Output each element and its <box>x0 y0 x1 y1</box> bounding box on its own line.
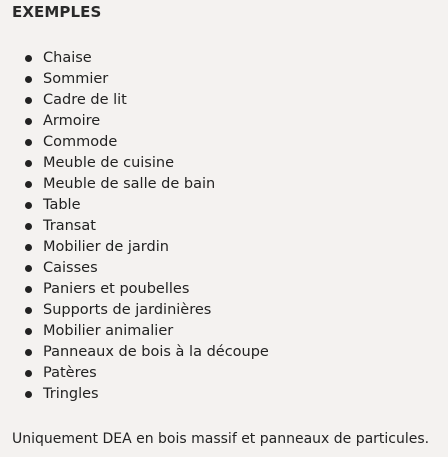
bullet-icon <box>25 370 32 377</box>
bullet-icon <box>25 286 32 293</box>
list-item <box>0 279 269 300</box>
list-item <box>0 48 269 69</box>
footnote-text: Uniquement DEA en bois massif et panneaux de particules. <box>12 431 430 447</box>
list-item-label: Meuble de salle de bain <box>43 176 216 192</box>
list-item <box>0 195 269 216</box>
list-item-label: Supports de jardinières <box>43 302 212 318</box>
list-item-label: Panneaux de bois à la découpe <box>43 344 269 360</box>
list-item <box>0 132 269 153</box>
bullet-icon <box>25 349 32 356</box>
list-item-label: Paniers et poubelles <box>43 281 190 297</box>
list-item-label: Patères <box>43 365 97 381</box>
list-item <box>0 342 269 363</box>
examples-list <box>0 48 269 405</box>
bullet-icon <box>25 391 32 398</box>
bullet-icon <box>25 328 32 335</box>
list-item <box>0 90 269 111</box>
bullet-icon <box>25 181 32 188</box>
bullet-icon <box>25 97 32 104</box>
list-item <box>0 237 269 258</box>
list-item-label: Meuble de cuisine <box>43 155 175 171</box>
list-item <box>0 111 269 132</box>
list-item-label: Commode <box>43 134 118 150</box>
bullet-icon <box>25 55 32 62</box>
bullet-icon <box>25 244 32 251</box>
bullet-icon <box>25 118 32 125</box>
bullet-icon <box>25 223 32 230</box>
list-item-label: Chaise <box>43 50 92 66</box>
bullet-icon <box>25 139 32 146</box>
bullet-icon <box>25 76 32 83</box>
list-item-label: Cadre de lit <box>43 92 127 108</box>
bullet-icon <box>25 265 32 272</box>
list-item-label: Armoire <box>43 113 101 129</box>
list-item-label: Mobilier animalier <box>43 323 174 339</box>
bullet-icon <box>25 160 32 167</box>
list-item <box>0 216 269 237</box>
list-item-label: Transat <box>43 218 96 234</box>
list-item-label: Caisses <box>43 260 98 276</box>
bullet-icon <box>25 307 32 314</box>
list-item <box>0 300 269 321</box>
list-item-label: Sommier <box>43 71 109 87</box>
list-item-label: Table <box>43 197 81 213</box>
list-item <box>0 69 269 90</box>
bullet-icon <box>25 202 32 209</box>
list-item <box>0 363 269 384</box>
list-item <box>0 153 269 174</box>
section-heading: EXEMPLES <box>12 3 102 21</box>
list-item <box>0 321 269 342</box>
list-item <box>0 384 269 405</box>
list-item <box>0 174 269 195</box>
list-item-label: Tringles <box>43 386 99 402</box>
list-item <box>0 258 269 279</box>
list-item-label: Mobilier de jardin <box>43 239 169 255</box>
